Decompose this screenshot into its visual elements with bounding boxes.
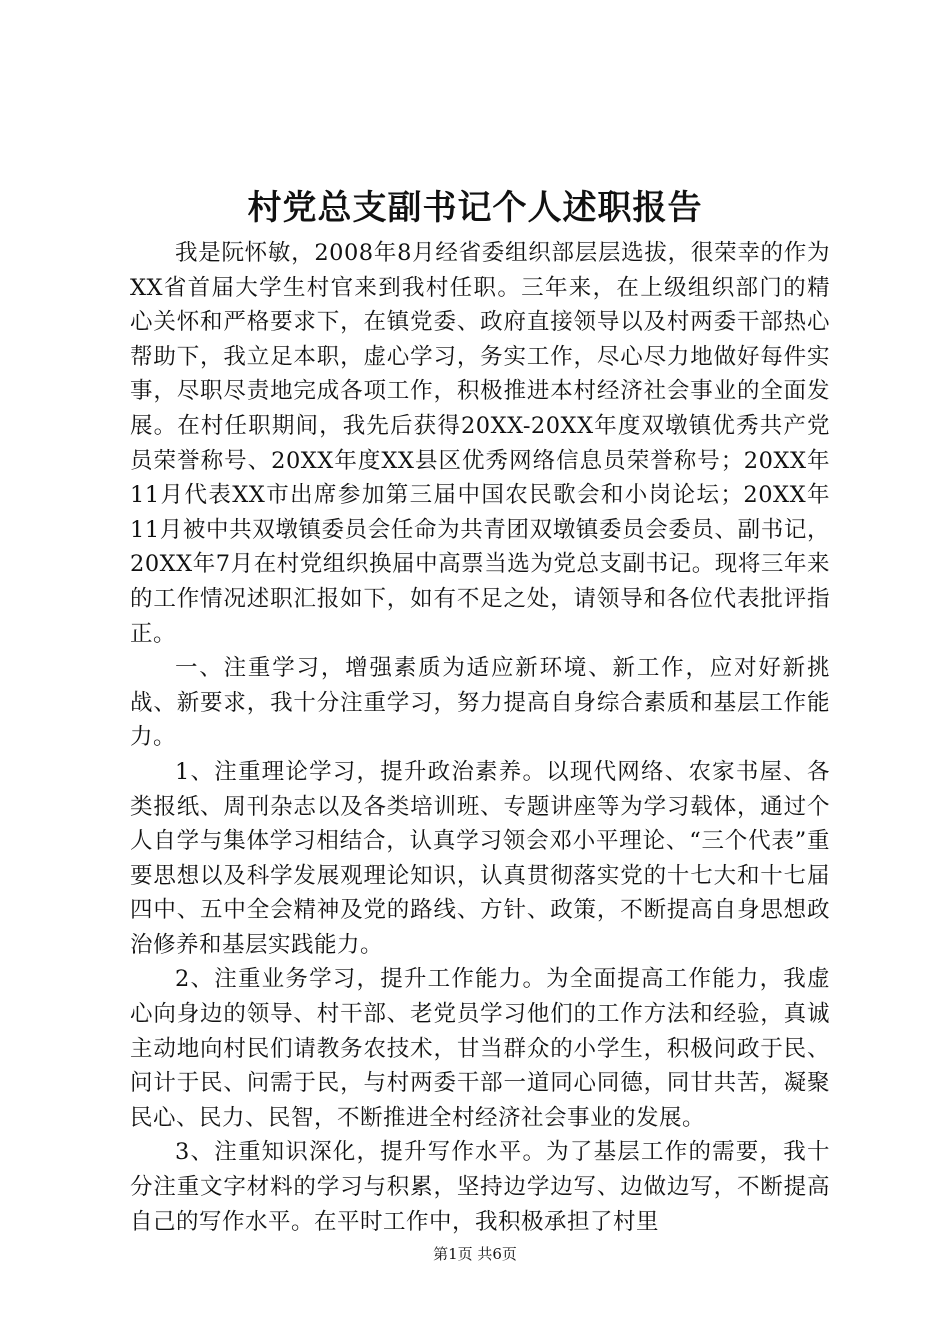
- document-body: [130, 236, 830, 1239]
- paragraph-item-2: 2、注重业务学习，提升工作能力。为全面提高工作能力，我虚心向身边的领导、村干部、老党员学习他们的工作方法和经验，真诚主动地向村民们请教务农技术，甘当群众的小学生，积极问政于民、问计于民、问需于民，与村两委干部一道同心同德，同甘共苦，凝聚民心、民力、民智，不断推进全村经济社会事业的发展。: [130, 966, 830, 1131]
- document-title: 村党总支副书记个人述职报告: [247, 188, 703, 228]
- paragraph-item-3: 3、注重知识深化，提升写作水平。为了基层工作的需要，我十分注重文字材料的学习与积累，坚持边学边写、边做边写，不断提高自己的写作水平。在平时工作中，我积极承担了村里: [130, 1139, 830, 1235]
- page-footer: 第1页 共6页: [433, 1245, 517, 1263]
- paragraph-item-1: 1、注重理论学习，提升政治素养。以现代网络、农家书屋、各类报纸、周刊杂志以及各类培训班、专题讲座等为学习载体，通过个人自学与集体学习相结合，认真学习领会邓小平理论、“三个代表”重要思想以及科学发展观理论知识，认真贯彻落实党的十七大和十七届四中、五中全会精神及党的路线、方针、政策，不断提高自身思想政治修养和基层实践能力。: [130, 758, 830, 958]
- paragraph-section-1: 一、注重学习，增强素质为适应新环境、新工作，应对好新挑战、新要求，我十分注重学习，努力提高自身综合素质和基层工作能力。: [130, 655, 830, 751]
- paragraph-intro: 我是阮怀敏，2008年8月经省委组织部层层选拔，很荣幸的作为XX省首届大学生村官来到我村任职。三年来，在上级组织部门的精心关怀和严格要求下，在镇党委、政府直接领导以及村两委干部热心帮助下，我立足本职，虚心学习，务实工作，尽心尽力地做好每件实事，尽职尽责地完成各项工作，积极推进本村经济社会事业的全面发展。在村任职期间，我先后获得20XX-20XX年度双墩镇优秀共产党员荣誉称号、20XX年度XX县区优秀网络信息员荣誉称号；20XX年11月代表XX市出席参加第三届中国农民歌会和小岗论坛；20XX年11月被中共双墩镇委员会任命为共青团双墩镇委员会委员、副书记，20XX年7月在村党组织换届中高票当选为党总支副书记。现将三年来的工作情况述职汇报如下，如有不足之处，请领导和各位代表批评指正。: [130, 240, 830, 647]
